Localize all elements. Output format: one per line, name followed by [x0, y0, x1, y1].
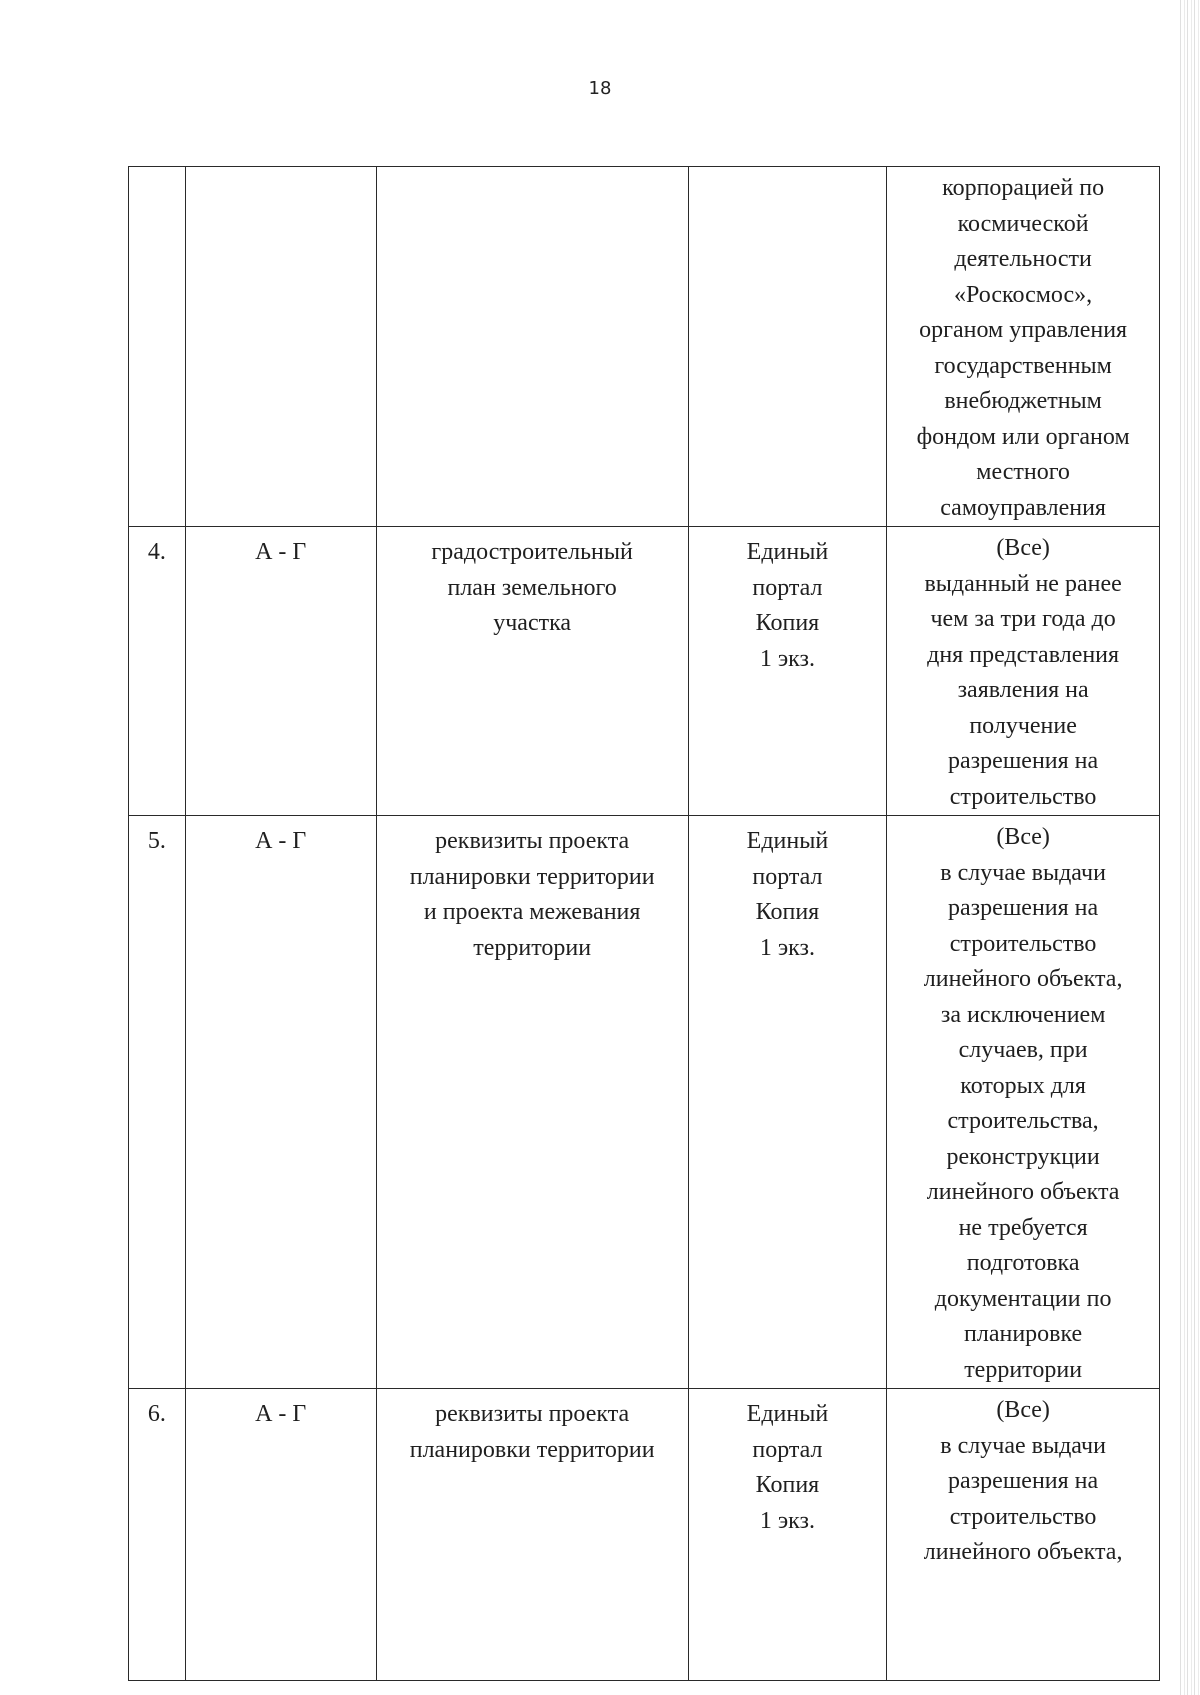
cell-text-line: планировки территории: [409, 1436, 655, 1463]
cell-text-line: разрешения на: [948, 748, 1099, 774]
cell-text-line: (Все): [996, 535, 1050, 561]
cell-text-line: самоуправления: [940, 494, 1106, 521]
cell-text-line: реконструкции: [946, 1143, 1100, 1170]
submission-form-cell: [688, 1389, 887, 1681]
cell-text-line: «Роскосмос»,: [954, 281, 1093, 308]
cell-text-line: портал: [752, 574, 823, 601]
cell-text-line: портал: [752, 863, 823, 890]
cell-text-line: органом управления: [919, 317, 1128, 343]
cell-text-line: подготовка: [966, 1250, 1080, 1276]
cell-text-line: заявления на: [957, 677, 1089, 703]
cell-text-line: Единый: [746, 1401, 829, 1427]
cell-text-line: Единый: [746, 828, 829, 854]
cell-text-line: 1 экз.: [759, 1507, 815, 1534]
cell-text-line: реквизиты проекта: [435, 1401, 630, 1427]
category-code-cell: [185, 167, 376, 527]
cell-text-line: в случае выдачи: [940, 1432, 1106, 1459]
cell-text-line: план земельного: [447, 574, 617, 601]
page-number: 18: [588, 78, 612, 99]
cell-text-line: территории: [964, 1356, 1083, 1383]
documents-table: [128, 166, 1160, 1681]
cell-text-line: и проекта межевания: [423, 899, 641, 925]
cell-text-line: линейного объекта,: [923, 1539, 1123, 1565]
cell-text-line: выданный не ранее: [924, 570, 1122, 597]
cell-text-line: линейного объекта: [926, 1179, 1120, 1205]
cell-text-line: не требуется: [958, 1214, 1088, 1241]
cell-text-line: участка: [493, 610, 572, 636]
cell-text-line: 1 экз.: [759, 934, 815, 961]
cell-text-line: строительство: [949, 1503, 1097, 1530]
cell-text-line: (Все): [996, 824, 1050, 850]
cell-text-line: внебюджетным: [944, 388, 1102, 414]
category-code-cell: А - Г: [185, 1389, 376, 1681]
submission-form-cell: [688, 167, 887, 527]
scan-edge-decoration: [1178, 0, 1200, 1695]
document-name-cell: [376, 1389, 688, 1681]
table-row: [129, 167, 1160, 527]
row-number-cell: [129, 167, 186, 527]
cell-text-line: фондом или органом: [916, 423, 1130, 450]
table-row: [129, 816, 1160, 1389]
submission-form-cell: [688, 527, 887, 816]
cell-text-line: территории: [473, 934, 592, 961]
cell-text-line: корпорацией по: [942, 175, 1105, 201]
document-name-cell: [376, 167, 688, 527]
cell-text-line: Единый: [746, 539, 829, 565]
cell-text-line: реквизиты проекта: [435, 828, 630, 854]
cell-text-line: планировке: [964, 1321, 1083, 1347]
note-cell: [887, 527, 1160, 816]
note-cell: [887, 816, 1160, 1389]
cell-text-line: местного: [976, 459, 1070, 485]
cell-text-line: разрешения на: [948, 1468, 1099, 1494]
cell-text-line: планировки территории: [409, 863, 655, 890]
cell-text-line: космической: [957, 210, 1089, 237]
cell-text-line: в случае выдачи: [940, 859, 1106, 886]
table-row: [129, 527, 1160, 816]
cell-text-line: линейного объекта,: [923, 966, 1123, 992]
cell-text-line: которых для: [960, 1072, 1086, 1099]
row-number-cell: 6.: [129, 1389, 186, 1681]
category-code-cell: А - Г: [185, 816, 376, 1389]
cell-text-line: за исключением: [940, 1001, 1106, 1028]
cell-text-line: градостроительный: [431, 539, 633, 565]
cell-text-line: 1 экз.: [759, 645, 815, 672]
note-cell: [887, 167, 1160, 527]
cell-text-line: государственным: [934, 352, 1112, 379]
cell-text-line: документации по: [934, 1285, 1112, 1312]
cell-text-line: Копия: [755, 899, 820, 925]
cell-text-line: Копия: [755, 1472, 820, 1498]
cell-text-line: разрешения на: [948, 895, 1099, 921]
document-name-cell: [376, 816, 688, 1389]
cell-text-line: чем за три года до: [930, 606, 1116, 632]
table-row: [129, 1389, 1160, 1681]
submission-form-cell: [688, 816, 887, 1389]
row-number-cell: 4.: [129, 527, 186, 816]
row-number-cell: 5.: [129, 816, 186, 1389]
cell-text-line: деятельности: [954, 246, 1092, 272]
note-cell: [887, 1389, 1160, 1681]
cell-text-line: (Все): [996, 1397, 1050, 1423]
cell-text-line: дня представления: [927, 641, 1120, 668]
cell-text-line: портал: [752, 1436, 823, 1463]
cell-text-line: получение: [969, 712, 1077, 739]
cell-text-line: строительство: [949, 783, 1097, 810]
cell-text-line: Копия: [755, 610, 820, 636]
cell-text-line: строительства,: [947, 1108, 1099, 1134]
category-code-cell: А - Г: [185, 527, 376, 816]
cell-text-line: случаев, при: [958, 1037, 1088, 1063]
document-name-cell: [376, 527, 688, 816]
cell-text-line: строительство: [949, 930, 1097, 957]
